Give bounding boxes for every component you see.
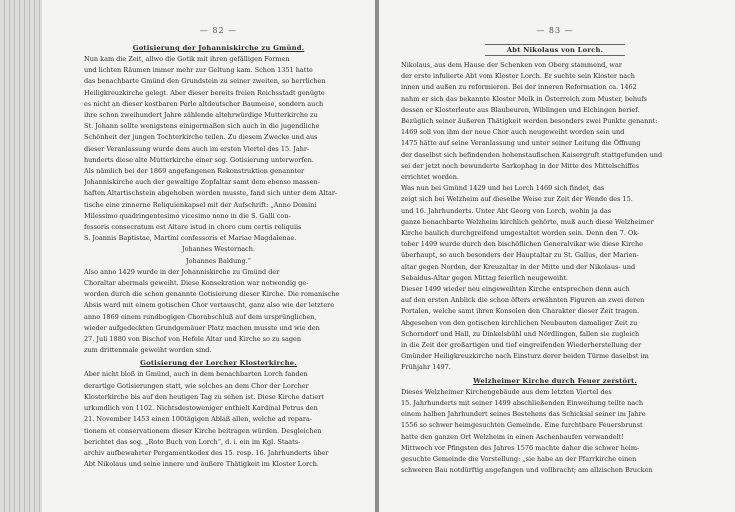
text-line: überhaupt, so auch besonders der Hauptaltar zu St. Gallus, der Marien- <box>401 251 639 260</box>
text-line: ganze benachbarte Welzheim kirchlich gehörte, muß auch diese Welzheimer <box>401 217 654 226</box>
text-line: 15. Jahrhunderts mit seiner 1499 abschließenden Einweihung teilte nach <box>401 398 644 407</box>
paragraph <box>84 54 353 166</box>
text-line: Klosterkirche bis auf den heutigen Tag zu sehen ist. Diese Kirche datiert <box>84 392 324 401</box>
left-page <box>42 0 375 512</box>
text-line: Nun kam die Zeit, allwo die Gotik mit ihren gefälligen Formen <box>84 55 290 63</box>
text-line: sei der jetzt noch bewunderte Sarkophag in der Mitte des Mittelschiffes <box>401 161 640 170</box>
text-line: innen und außen zu reformieren. Bei der inneren Reformation ca. 1462 <box>401 83 637 92</box>
text-line: in die Zeit der großartigen und tief eingreifenden Wiederherstellung der <box>401 341 642 350</box>
signature-line: Johannes Westernach. <box>181 245 256 254</box>
text-line: dieser Veranlassung wurde dem auch im ersten Viertel des 15. Jahr- <box>84 144 310 153</box>
text-line: tober 1499 wurde durch den bischöflichen Generalvikar wie diese Kirche <box>401 240 643 249</box>
text-line: Sebaldus-Altar gegen Mittag feierlich neugeweiht. <box>401 273 568 282</box>
text-line: es nicht an dieser kostbaren Perle altdeutscher Baumeise, sondern auch <box>84 99 324 108</box>
text-line: Dieser 1499 wieder neu eingeweihten Kirche entsprechen denn auch <box>401 285 630 294</box>
text-line: auf den ersten Anblick die schon öfters erwähnten Figuren an zwei deren <box>401 296 645 305</box>
text-line: der daselbst sich befindenden hohenstaufischen Kaisergruft stattgefunden und <box>401 150 663 159</box>
section-heading-welzheimer-kirche: Welzheimer Kirche durch Feuer zerstört. <box>473 376 637 385</box>
text-line: Gmünder Heiligkreuzkirche nach Einsturz derer beiden Türme daselbst im <box>401 352 649 361</box>
text-line: zeigt sich bei Welzheim auf dieselbe Weise zur Zeit der Wende des 15. <box>401 195 633 204</box>
page-number-right: — 83 — <box>536 26 574 35</box>
paragraph <box>84 166 353 244</box>
text-line: Portalen, welche samt ihren Konsolen den Charakter dieser Zeit tragen. <box>401 307 640 316</box>
text-line: der erste infulierte Abt vom Kloster Lorch. Er suchte sein Kloster nach <box>401 72 635 81</box>
text-line: dessen er Klosterleute aus Blaubeuren, Wiblingen und Elchingen berief. <box>401 105 640 114</box>
text-line: zum drittenmale geweiht worden sind. <box>84 346 212 355</box>
text-line: Johanniskirche auch der gewaltige Zopfaltar samt dem ebenso massen- <box>84 178 320 187</box>
text-line: Aber nicht bloß in Gmünd, auch in dem benachbarten Lorch fanden <box>84 370 308 379</box>
text-line: Also anno 1429 wurde in der Johanniskirche zu Gmünd der <box>84 267 280 276</box>
text-line: tionem et conservationem dieser Kirche beitragen würden. Desgleichen <box>84 426 322 435</box>
text-line: einem halben Jahrhundert seines Bestehens das Schicksal seiner im Jahre <box>401 410 646 419</box>
page-number-left: — 82 — <box>199 26 238 35</box>
text-line: gesuchte Gemeinde die Vorstellung: „sie habe an der Pfarrkirche einen <box>401 454 637 463</box>
text-line: 27. Juli 1880 von Bischof von Hefele Altar und Kirche so zu sagen <box>84 335 302 344</box>
paragraph <box>401 284 709 374</box>
text-line: Abgesehen von den gotischen kirchlichen Neubauten damaliger Zeit zu <box>401 318 638 327</box>
text-line: Milessimo quadringentesimo vicesimo nono in die S. Galli con- <box>84 211 291 220</box>
text-line: nahm er sich das bekannte Kloster Melk in Österreich zum Muster, behufs <box>401 94 647 103</box>
text-line: S. Joannis Baptistae, Martini confessoris et Mariae Magdalenae. <box>84 234 297 243</box>
text-line: und 16. Jahrhunderts. Unter Abt Georg von Lorch, wohin ja das <box>401 206 612 215</box>
text-line: worden durch die schon genannte Gotisierung dieser Kirche. Die romanische <box>84 290 340 299</box>
text-line: fessoris consecratum est Altare istud in choro cum certis reliquiis <box>84 223 302 232</box>
text-line: Absis ward mit einem gotischen Chor vertauscht, ganz also wie der letztere <box>84 301 335 310</box>
text-line: ihre schon zweihundert Jahre zählende altehrwürdige Mutterkirche zu <box>84 111 318 120</box>
section-heading-lorcher-klosterkirche: Gotisierung der Lorcher Klosterkirche. <box>140 359 297 368</box>
text-line: Als nämlich bei der 1869 angefangenen Rekonstruktion genannter <box>84 167 305 176</box>
text-line: hunderts diese alte Mutterkirche einer sog. Gotisierung unterworfen. <box>84 155 314 164</box>
text-line: altar gegen Norden, der Kreuzaltar in der Mitte und der Nikolaus- und <box>401 262 636 271</box>
text-line: Schorndorf und Hall, zu Dinkelsbühl und Nördlingen, fallen sie zugleich <box>401 329 640 338</box>
text-line: 21. November 1453 einen 100tägigen Ablaß allen, welche ad repara- <box>84 415 312 424</box>
text-line: St. Johann sollte wenigstens einigermaßen sich auch in die jugendliche <box>84 122 320 131</box>
text-line: Bezüglich seiner äußeren Thätigkeit werden besonders zwei Punkte genannt: <box>401 117 658 126</box>
section-heading-johanniskirche: Gotisierung der Johanniskirche zu Gmünd. <box>132 44 305 52</box>
text-line: und lichten Räumen immer mehr zur Geltung kam. Schon 1351 hatte <box>84 66 313 75</box>
text-line: Heiligkreuzkirche gelegt. Aber dieser bereits freien Reichsstadt genügte <box>84 88 325 97</box>
page-edge-stack <box>0 0 42 512</box>
text-line: Schönheit der jungen Tochterkirche teilen. Zu diesem Zwecke und aus <box>84 133 318 142</box>
text-line: wieder aufgedeckten Grundgemäuer Platz machen musste und wie den <box>84 323 320 332</box>
text-line: 1469 soll von ihm der neue Chor auch neugeweiht worden sein und <box>401 128 625 137</box>
text-line: 1556 so schwer heimgesuchten Gemeinde. Eine furchtbare Feuersbrunst <box>401 421 643 430</box>
text-line: haften Altartischstein abgehoben worden musste, fand sich unter dem Altar- <box>84 189 338 198</box>
text-line: Mittwoch vor Pfingsten des Jahres 1576 machte daher die schwer heim- <box>401 443 640 452</box>
text-line: Nikolaus, aus dem Hause der Schenken von Oberg stammend, war <box>401 61 622 69</box>
section-heading-abt-nikolaus: Abt Nikolaus von Lorch. <box>485 44 625 56</box>
text-line: schweren Bau notdürftig angefangen und vollbracht; am allzischen Brucken <box>401 466 653 475</box>
text-line: anno 1869 einem rundbogigen Chorabschluß auf dem ursprünglichen, <box>84 312 317 321</box>
text-line: 1475 hätte auf seine Veranlassung und unter seiner Leitung die Öffnung <box>401 139 641 148</box>
text-line: urkundlich von 1102. Nichtsdestoweniger enthielt Kardinal Petrus den <box>84 404 318 413</box>
paragraph <box>84 267 353 357</box>
text-line: Was nun bei Gmünd 1429 und bei Lorch 1469 sich findet, das <box>401 184 605 193</box>
text-line: derartige Gotisierungen statt, wie solches an dem Chor der Lorcher <box>84 381 309 390</box>
paragraph <box>401 60 709 183</box>
text-line: errichtet worden. <box>401 173 459 182</box>
text-line: Abt Nikolaus und seine innere und äußere Thätigkeit im Kloster Lorch. <box>84 460 319 469</box>
text-line: tische eine zinnerne Reliquienkapsel mit der Aufschrift: „Anno Domini <box>84 200 317 209</box>
text-line: Choraltar abermals geweiht. Diese Konsekration war notwendig ge- <box>84 279 309 288</box>
signature-line: Johannes Baldung.“ <box>185 256 252 265</box>
paragraph <box>84 369 353 470</box>
text-line: das benachbarte Gmünd den Grundstein zu seiner zweiten, so herrlichen <box>84 77 326 86</box>
text-line: hatte den ganzen Ort Welzheim in einen Aschenhaufen verwandelt! <box>401 432 624 441</box>
text-line: Kirche baulich durchgreifend umgestaltet worden sein. Denn den 7. Ok- <box>401 229 640 238</box>
text-line: Frühjahr 1497. <box>401 363 451 372</box>
text-line: archiv aufbewahrter Pergamentkodex des 15. resp. 16. Jahrhunderts über <box>84 448 329 457</box>
paragraph <box>401 183 709 284</box>
text-line: Dieses Welzheimer Kirchengebäude aus dem letzten Viertel des <box>401 387 612 396</box>
text-line: berichtet das sog. „Rote Buch von Lorch“, d. i. ein im Kgl. Staats- <box>84 437 301 446</box>
paragraph <box>401 387 709 477</box>
right-page <box>379 0 735 512</box>
